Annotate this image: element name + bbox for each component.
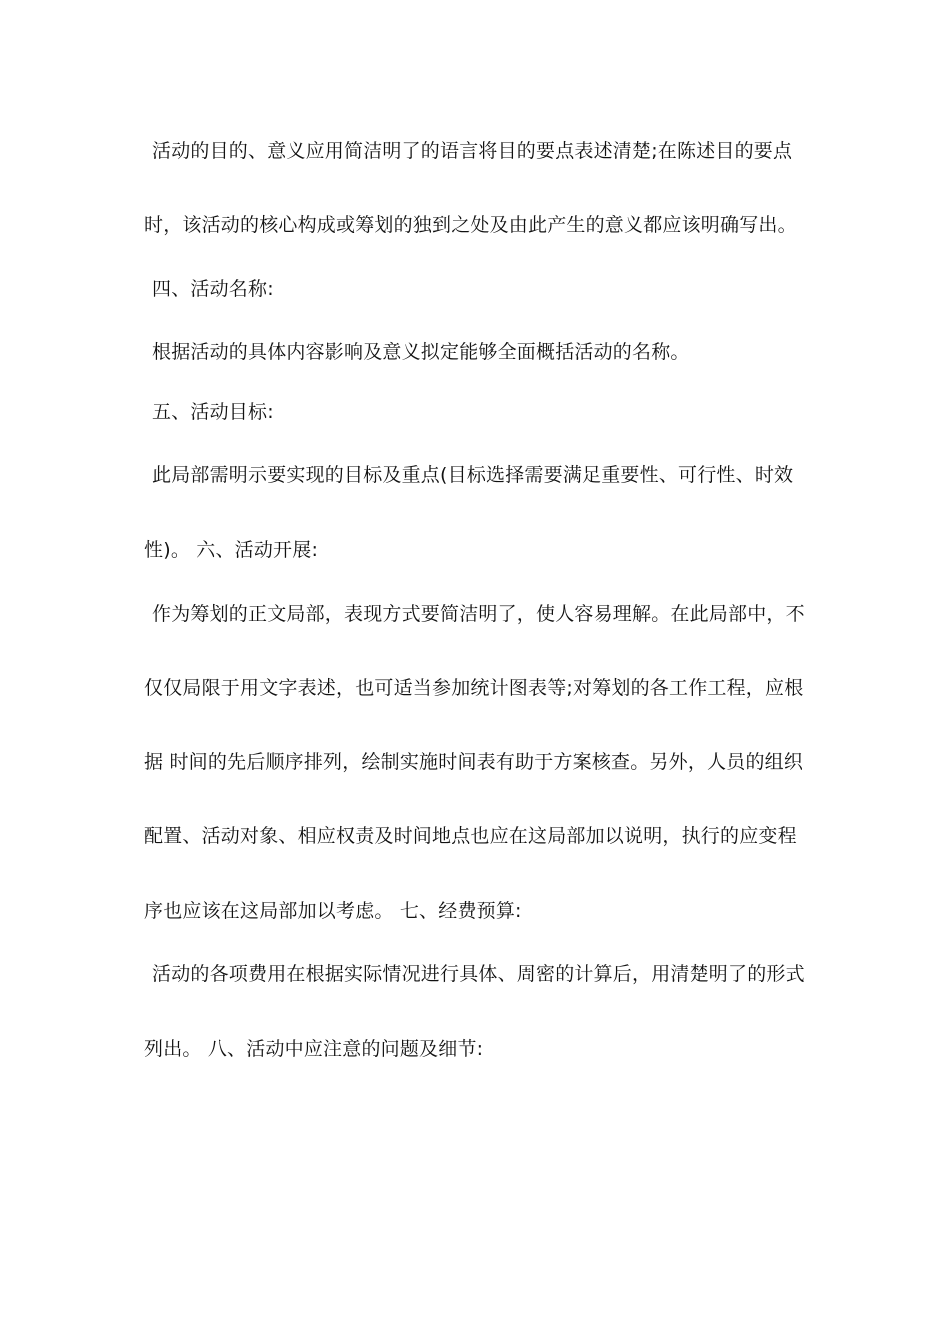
paragraph-line: 时，该活动的核心构成或筹划的独到之处及由此产生的意义都应该明确写出。 [144,214,797,236]
section-heading: 五、活动目标: [152,401,274,423]
paragraph-line: 列出。 八、活动中应注意的问题及细节: [144,1038,484,1060]
paragraph-line: 性)。 六、活动开展: [144,539,319,561]
paragraph-line: 活动的各项费用在根据实际情况进行具体、周密的计算后，用清楚明了的形式 [152,963,805,985]
paragraph-line: 此局部需明示要实现的目标及重点(目标选择需要满足重要性、可行性、时效 [152,464,794,486]
paragraph-line: 序也应该在这局部加以考虑。 七、经费预算: [144,900,522,922]
paragraph-line: 根据活动的具体内容影响及意义拟定能够全面概括活动的名称。 [152,341,690,363]
paragraph-line: 配置、活动对象、相应权责及时间地点也应在这局部加以说明，执行的应变程 [144,825,797,847]
paragraph-line: 据 时间的先后顺序排列，绘制实施时间表有助于方案核查。另外，人员的组织 [144,751,804,773]
section-heading: 四、活动名称: [152,278,274,300]
paragraph-line: 作为筹划的正文局部，表现方式要简洁明了，使人容易理解。在此局部中，不 [152,603,805,625]
paragraph-line: 活动的目的、意义应用简洁明了的语言将目的要点表述清楚;在陈述目的要点 [152,140,793,162]
paragraph-line: 仅仅局限于用文字表述，也可适当参加统计图表等;对筹划的各工作工程，应根 [144,677,804,699]
